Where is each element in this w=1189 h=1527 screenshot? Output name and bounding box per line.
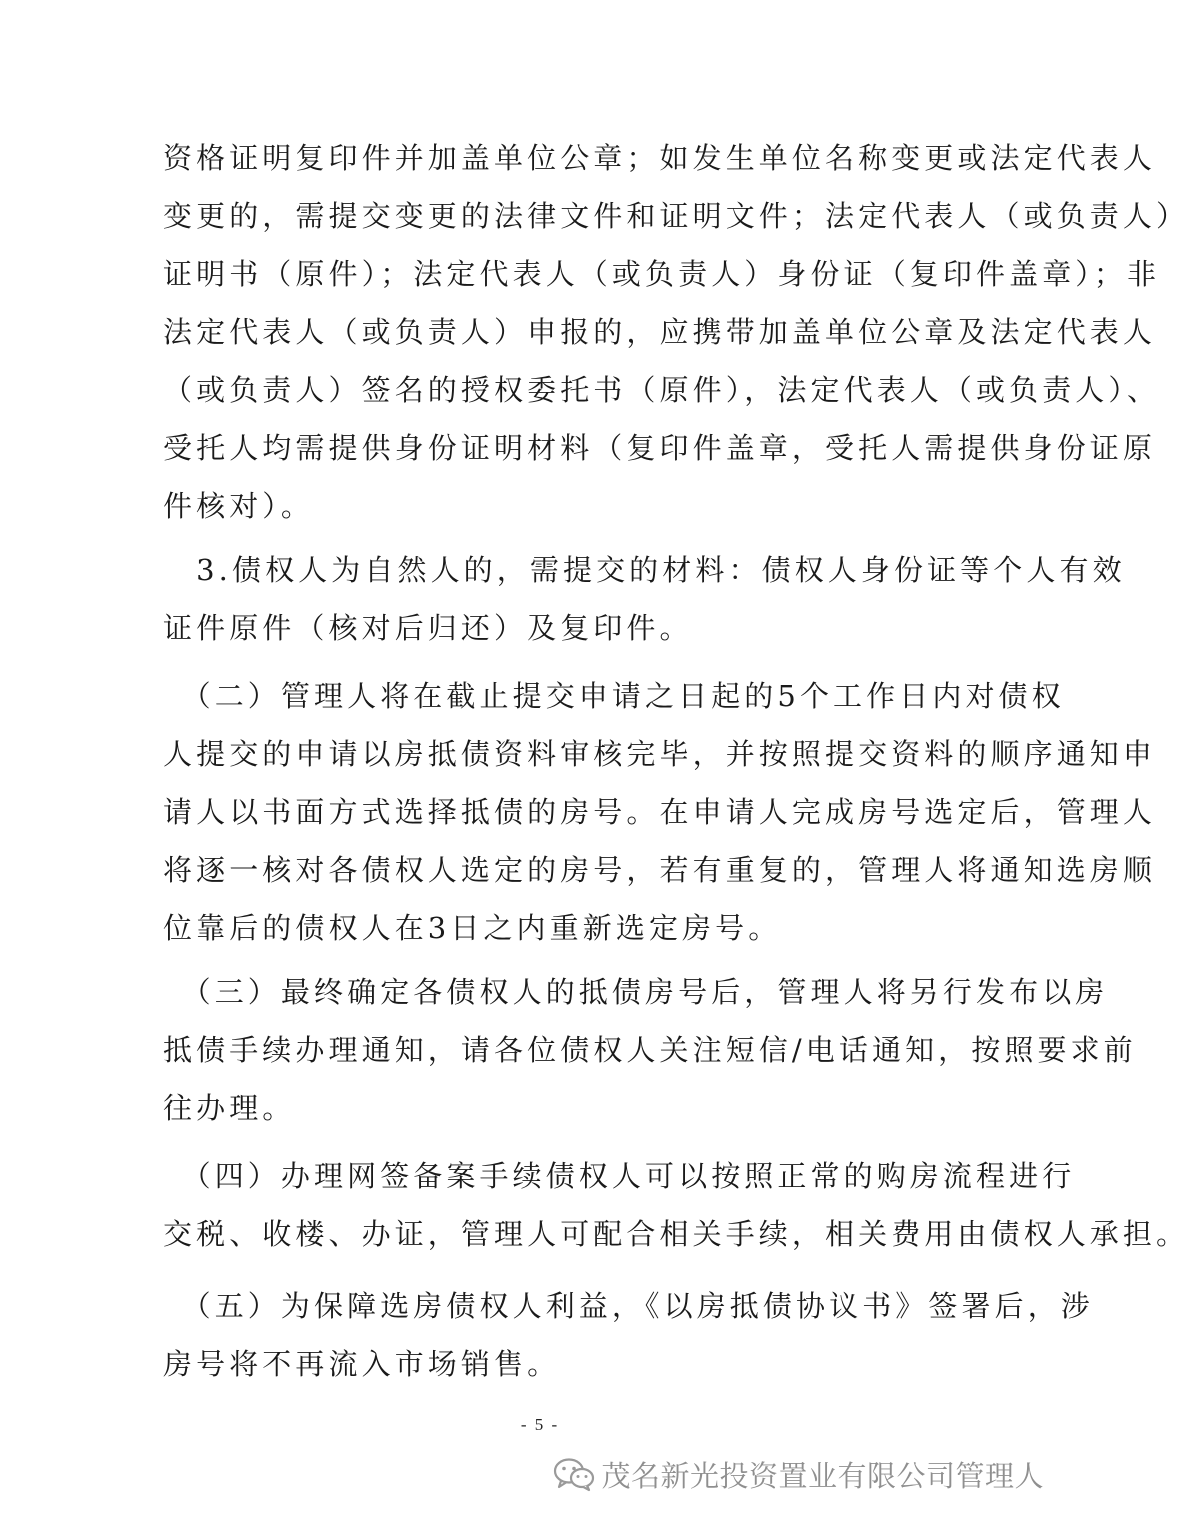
- page-number: - 5 -: [520, 1415, 560, 1434]
- text-line: 证件原件（核对后归还）及复印件。: [163, 611, 693, 645]
- text-line: 将逐一核对各债权人选定的房号，若有重复的，管理人将通知选房顺: [163, 853, 1157, 887]
- wechat-icon: [553, 1457, 595, 1491]
- text-line: （或负责人）签名的授权委托书（原件），法定代表人（或负责人）、: [163, 373, 1161, 407]
- text-line: 受托人均需提供身份证明材料（复印件盖章，受托人需提供身份证原: [163, 431, 1157, 465]
- text-line: （五）为保障选房债权人利益，《以房抵债协议书》签署后，涉: [163, 1289, 1094, 1323]
- paragraph-3: [163, 667, 1157, 957]
- text-line: （二）管理人将在截止提交申请之日起的5个工作日内对债权: [163, 679, 1065, 713]
- paragraph-6: [163, 1277, 1094, 1393]
- text-line: 请人以书面方式选择抵债的房号。在申请人完成房号选定后，管理人: [163, 795, 1157, 829]
- text-line: （三）最终确定各债权人的抵债房号后，管理人将另行发布以房: [163, 975, 1109, 1009]
- text-line: （四）办理网签备案手续债权人可以按照正常的购房流程进行: [163, 1159, 1076, 1193]
- text-line: 位靠后的债权人在3日之内重新选定房号。: [163, 911, 782, 945]
- text-line: 件核对）。: [163, 489, 315, 523]
- text-line: 抵债手续办理通知，请各位债权人关注短信/电话通知，按照要求前: [163, 1033, 1137, 1067]
- text-line: 3.债权人为自然人的，需提交的材料：债权人身份证等个人有效: [163, 553, 1126, 587]
- text-line: 资格证明复印件并加盖单位公章；如发生单位名称变更或法定代表人: [163, 141, 1157, 175]
- text-line: 法定代表人（或负责人）申报的，应携带加盖单位公章及法定代表人: [163, 315, 1157, 349]
- watermark: [553, 1452, 1044, 1496]
- paragraph-4: [163, 963, 1137, 1137]
- text-line: 证明书（原件）；法定代表人（或负责人）身份证（复印件盖章）；非: [163, 257, 1161, 291]
- text-line: 人提交的申请以房抵债资料审核完毕，并按照提交资料的顺序通知申: [163, 737, 1157, 771]
- text-line: 房号将不再流入市场销售。: [163, 1347, 561, 1381]
- watermark-text: 茂名新光投资置业有限公司管理人: [601, 1458, 1044, 1493]
- text-line: 往办理。: [163, 1091, 296, 1125]
- paragraph-1: [163, 129, 1189, 535]
- paragraph-2: [163, 541, 1126, 657]
- text-line: 变更的，需提交变更的法律文件和证明文件；法定代表人（或负责人）: [163, 199, 1189, 233]
- paragraph-5: [163, 1147, 1189, 1263]
- text-line: 交税、收楼、办证，管理人可配合相关手续，相关费用由债权人承担。: [163, 1217, 1189, 1251]
